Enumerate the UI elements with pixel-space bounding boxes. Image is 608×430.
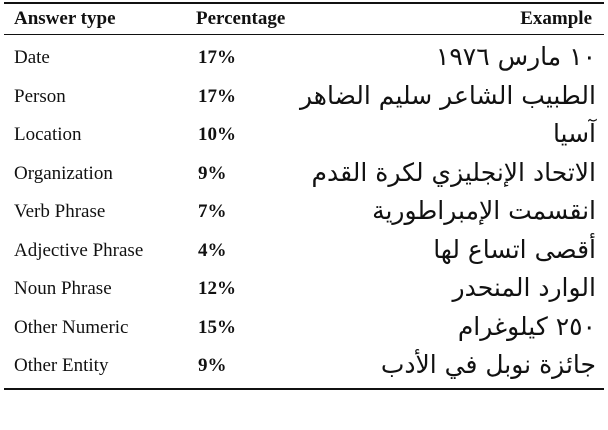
example-cell: ٢٥٠ كيلوغرام bbox=[457, 311, 596, 341]
example-cell: جائزة نوبل في الأدب bbox=[380, 350, 596, 379]
table-row bbox=[0, 79, 608, 118]
example-cell: الاتحاد الإنجليزي لكرة القدم bbox=[311, 157, 596, 187]
percentage-cell: 17% bbox=[198, 47, 236, 68]
percentage-cell: 17% bbox=[198, 85, 236, 107]
percentage-cell: 15% bbox=[198, 316, 236, 338]
header-percentage: Percentage bbox=[196, 8, 286, 29]
table-row bbox=[0, 156, 608, 195]
answer-type-cell: Person bbox=[14, 85, 66, 107]
example-cell: الوارد المنحدر bbox=[452, 273, 596, 302]
answer-type-cell: Location bbox=[14, 124, 82, 145]
header-answer-type: Answer type bbox=[14, 8, 116, 29]
answer-type-cell: Noun Phrase bbox=[14, 278, 112, 299]
example-cell: الطبيب الشاعر سليم الضاهر bbox=[300, 80, 596, 110]
table-row bbox=[0, 233, 608, 272]
answer-type-cell: Date bbox=[14, 47, 50, 68]
table-top-rule bbox=[4, 2, 604, 4]
percentage-cell: 4% bbox=[198, 239, 227, 261]
percentage-cell: 12% bbox=[198, 278, 236, 299]
percentage-cell: 9% bbox=[198, 162, 227, 184]
table-row bbox=[0, 194, 608, 233]
answer-type-cell: Verb Phrase bbox=[14, 201, 106, 222]
example-cell: انقسمت الإمبراطورية bbox=[372, 196, 596, 225]
table-header-rule bbox=[4, 34, 604, 35]
table-bottom-rule bbox=[4, 388, 604, 390]
table-row bbox=[0, 348, 608, 387]
example-cell: أقصى اتساع لها bbox=[433, 234, 596, 264]
example-cell: آسيا bbox=[552, 119, 596, 148]
table-row bbox=[0, 310, 608, 349]
percentage-cell: 7% bbox=[198, 201, 227, 222]
table-row bbox=[0, 271, 608, 310]
percentage-cell: 10% bbox=[198, 124, 236, 145]
example-cell: ١٠ مارس ١٩٧٦ bbox=[435, 42, 596, 71]
answer-type-cell: Adjective Phrase bbox=[14, 239, 144, 261]
table-row bbox=[0, 117, 608, 156]
percentage-cell: 9% bbox=[198, 355, 227, 376]
answer-type-cell: Other Entity bbox=[14, 355, 109, 376]
answer-type-cell: Other Numeric bbox=[14, 316, 129, 338]
table-body bbox=[0, 40, 608, 387]
table-row bbox=[0, 40, 608, 79]
header-example: Example bbox=[520, 8, 592, 29]
answer-type-cell: Organization bbox=[14, 162, 113, 184]
